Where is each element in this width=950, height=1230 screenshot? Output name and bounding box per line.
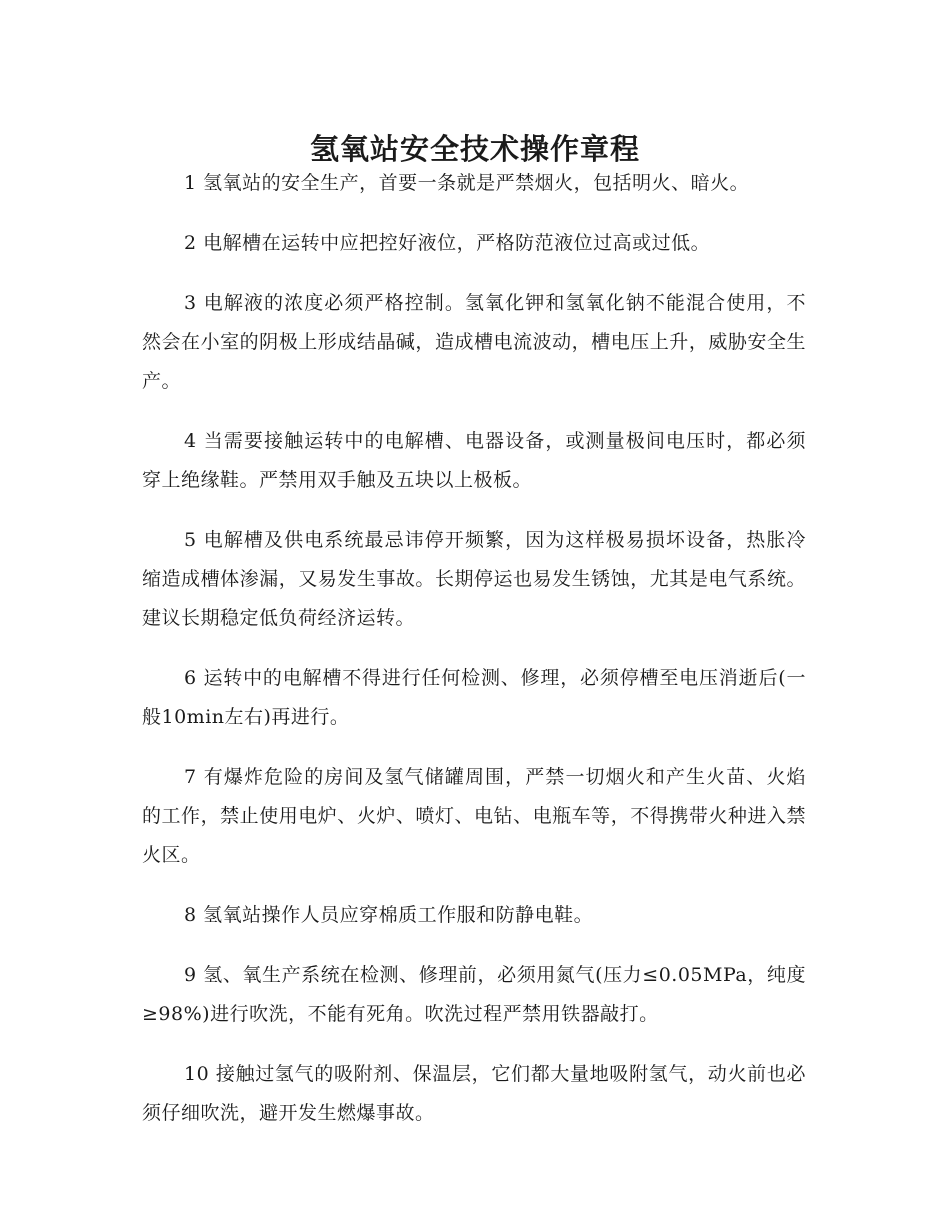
paragraph-9: 9 氢、氧生产系统在检测、修理前，必须用氮气(压力≤0.05MPa，纯度≥98%)进行吹洗，不能有死角。吹洗过程严禁用铁器敲打。 — [142, 964, 806, 1025]
paragraph-6: 6 运转中的电解槽不得进行任何检测、修理，必须停槽至电压消逝后(一般10min左右)再进行。 — [142, 667, 806, 728]
paragraph-10: 10 接触过氢气的吸附剂、保温层，它们都大量地吸附氢气，动火前也必须仔细吹洗，避开发生燃爆事故。 — [142, 1063, 806, 1124]
paragraph-1: 1 氢氧站的安全生产，首要一条就是严禁烟火，包括明火、暗火。 — [184, 172, 750, 194]
paragraph-3: 3 电解液的浓度必须严格控制。氢氧化钾和氢氧化钠不能混合使用，不然会在小室的阴极上形成结晶碱，造成槽电流波动，槽电压上升，威胁安全生产。 — [142, 292, 806, 392]
document-body — [142, 164, 806, 1154]
page-title: 氢氧站安全技术操作章程 — [309, 132, 640, 167]
paragraph-8: 8 氢氧站操作人员应穿棉质工作服和防静电鞋。 — [184, 904, 594, 926]
paragraph-4: 4 当需要接触运转中的电解槽、电器设备，或测量极间电压时，都必须穿上绝缘鞋。严禁用双手触及五块以上极板。 — [142, 430, 806, 491]
paragraph-7: 7 有爆炸危险的房间及氢气储罐周围，严禁一切烟火和产生火苗、火焰的工作，禁止使用电炉、火炉、喷灯、电钻、电瓶车等，不得携带火种进入禁火区。 — [142, 766, 806, 866]
paragraph-2: 2 电解槽在运转中应把控好液位，严格防范液位过高或过低。 — [184, 232, 711, 254]
paragraph-5: 5 电解槽及供电系统最忌讳停开频繁，因为这样极易损坏设备，热胀冷缩造成槽体渗漏，又易发生事故。长期停运也易发生锈蚀，尤其是电气系统。建议长期稳定低负荷经济运转。 — [142, 529, 806, 629]
